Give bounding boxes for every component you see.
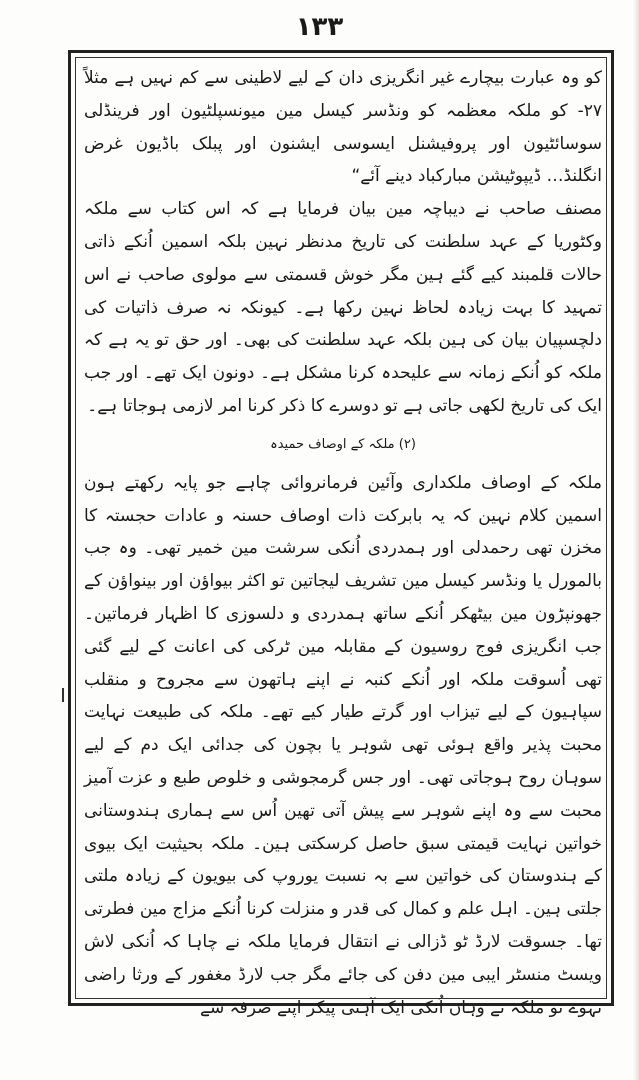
scan-edge — [633, 0, 639, 1080]
paragraph-1: کو وہ عبارت بیچارے غیر انگریزی دان کے لیے لاطینی سے کم نہیں ہے مثلاً ۲۷- کو ملکہ معظمہ کو ونڈسر کیسل مین میونسپلٹیون اور فرینڈلی سوسائٹیون اور پروفیشنل ایسوسی ایشنون اور پبلک باڈیون غرض انگلنڈ… ڈیپوٹیشن مبارکباد دینے آئے“ — [84, 68, 602, 187]
body-text — [84, 62, 602, 1018]
margin-mark — [62, 688, 70, 702]
paragraph-2: مصنف صاحب نے دیباچہ مین بیان فرمایا ہے کہ اس کتاب سے ملکہ وکٹوریا کے عہد سلطنت کی تاریخ مدنظر نہین بلکہ اسمین اُنکے ذاتی حالات قلمبند کیے گئے ہین مگر خوش قسمتی سے مولوی صاحب نے اس تمہید کا بہت زیادہ لحاظ نہین رکھا ہے۔ کیونکہ نہ صرف ذاتیات کی دلچسپیان بیان کی ہین بلکہ عہد سلطنت کی بھی۔ اور حق تو یہ ہے کہ ملکہ کو اُنکے زمانہ سے علیحدہ کرنا مشکل ہے۔ دونون ایک تھے۔ اور جب ایک کی تاریخ لکھی جاتی ہے تو دوسرے کا ذکر کرنا امر لازمی ہوجاتا ہے۔ — [84, 199, 602, 416]
page-number: ۱۳۳ — [295, 12, 344, 42]
paragraph-3: ملکہ کے اوصاف ملکداری وآئین فرمانروائی چاہے جو پایہ رکھتے ہون اسمین کلام نہین کہ یہ بابرکت ذات اوصاف حسنہ و عادات حجستہ کا مخزن تھی رحمدلی اور ہمدردی اُنکی سرشت مین خمیر تھی۔ وہ جب بالمورل یا ونڈسر کیسل مین تشریف لیجاتین تو اکثر بیواؤن اور بینواؤن کے جھونپڑون مین بیٹھکر اُنکے ساتھ ہمدردی و دلسوزی کا اظہار فرماتین۔ جب انگریزی فوج روسیون کے مقابلہ مین ٹرکی کی اعانت کے لیے گئی تھی اُسوقت ملکہ اور اُنکے کنبہ نے اپنے ہاتھون سے مجروح و منقلب سپاہیون کے لیے تیزاب اور گرتے طیار کیے تھے۔ ملکہ کی طبیعت نہایت محبت پذیر واقع ہوئی تھی شوہر یا بچون کی جدائی ایک دم کے لیے سوہان روح ہوجاتی تھی۔ اور جس گرمجوشی و خلوص طبع و عزت آمیز محبت سے وہ اپنے شوہر سے پیش آتی تھین اُس سے ہماری ہندوستانی خواتین نہایت قیمتی سبق حاصل کرسکتی ہین۔ ملکہ بحیثیت ایک بیوی کے ہندوستان کی خواتین سے بہ نسبت یوروپ کی بیویون کے زیادہ ملتی جلتی ہین۔ اہل علم و کمال کی قدر و منزلت کرنا اُنکے مزاج مین فطرتی تھا۔ جسوقت لارڈ ٹو ڈزالی نے انتقال فرمایا ملکہ نے چاہا کہ اُنکی لاش ویسٹ منسٹر ایبی مین دفن کی جائے مگر جب لارڈ مغفور کے ورثا راضی نہوے تو ملکہ نے وہان اُنکی ایک آہنی پیکر اپنے صرفہ سے — [84, 472, 602, 1018]
section-heading: (۲) ملکہ کے اوصاف حمیدہ — [270, 436, 416, 452]
